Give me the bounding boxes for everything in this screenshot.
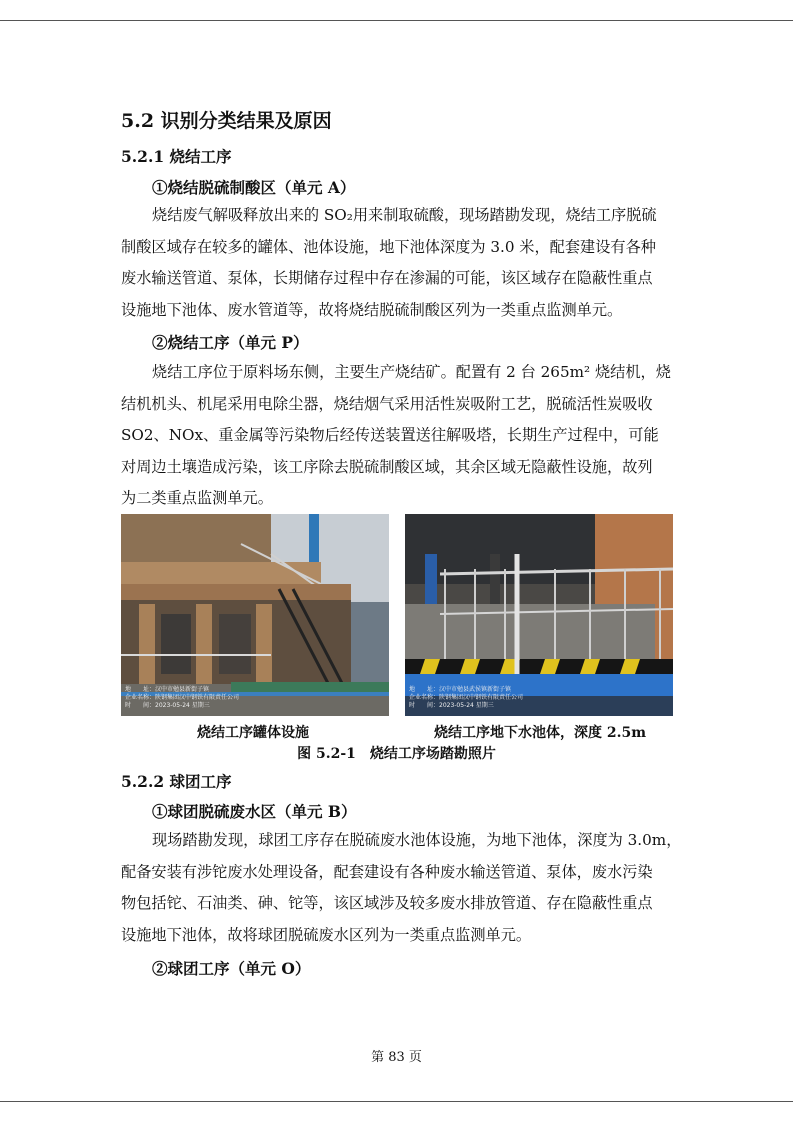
paragraph-line: SO2、NOx、重金属等污染物后经传送装置送往解吸塔，长期生产过程中，可能 (121, 426, 659, 444)
paragraph-line: 对周边土壤造成污染，该工序除去脱硫制酸区域，其余区域无隐蔽性设施，故列 (121, 457, 653, 476)
paragraph-line: 制酸区域存在较多的罐体、池体设施，地下池体深度为 3.0 米，配套建设有各种 (121, 237, 656, 256)
photo-underground-pool (405, 514, 673, 716)
photo-watermark: 地 址：汉中市勉县新街子镇 企业名称：陕钢集团汉中钢铁有限责任公司 时 间：2023-05-24 星期三 (125, 686, 240, 709)
page-number: 第 83 页 (371, 1050, 422, 1065)
unit-b-heading: ①球团脱硫废水区（单元 B） (152, 802, 357, 821)
paragraph-line: 废水输送管道、泵体，长期储存过程中存在渗漏的可能，该区域存在隐蔽性重点 (121, 269, 653, 287)
paragraph-line: 物包括铊、石油类、砷、铊等，该区域涉及较多废水排放管道、存在隐蔽性重点 (121, 894, 653, 912)
subsection-title-pellet: 5.2.2 球团工序 (121, 772, 232, 791)
left-photo-caption: 烧结工序罐体设施 (197, 725, 309, 741)
paragraph-line: 设施地下池体，故将球团脱硫废水区列为一类重点监测单元。 (121, 925, 532, 944)
footer-rule (0, 1101, 793, 1102)
unit-p-paragraph (121, 357, 674, 515)
photo-watermark: 地 址：汉中市勉县武侯镇新街子镇 企业名称：陕钢集团汉中钢铁有限责任公司 时 间：2023-05-24 星期三 (409, 686, 524, 709)
right-photo-caption: 烧结工序地下水池体，深度 2.5m (434, 725, 647, 741)
paragraph-line: 烧结废气解吸释放出来的 SO₂用来制取硫酸，现场踏勘发现，烧结工序脱硫 (152, 206, 657, 224)
paragraph-line: 设施地下池体、废水管道等，故将烧结脱硫制酸区列为一类重点监测单元。 (121, 300, 623, 319)
paragraph-line: 为二类重点监测单元。 (121, 489, 273, 507)
photo-sintering-tank (121, 514, 389, 716)
paragraph-line: 配备安装有涉铊废水处理设备，配套建设有各种废水输送管道、泵体，废水污染 (121, 862, 653, 881)
unit-p-heading: ②烧结工序（单元 P） (152, 333, 309, 352)
subsection-title-sintering: 5.2.1 烧结工序 (121, 147, 232, 166)
unit-a-heading: ①烧结脱硫制酸区（单元 A） (152, 178, 356, 197)
unit-o-heading: ②球团工序（单元 O） (152, 959, 311, 978)
section-title: 5.2 识别分类结果及原因 (121, 110, 332, 132)
unit-a-paragraph (121, 200, 674, 326)
paragraph-line: 现场踏勘发现，球团工序存在脱硫废水池体设施，为地下池体，深度为 3.0m， (152, 831, 682, 849)
unit-b-paragraph (121, 825, 682, 951)
header-rule (0, 20, 793, 21)
paragraph-line: 结机机头、机尾采用电除尘器，烧结烟气采用活性炭吸附工艺，脱硫活性炭吸收 (121, 394, 653, 413)
figure-caption: 图 5.2-1 烧结工序场踏勘照片 (297, 746, 496, 762)
paragraph-line: 烧结工序位于原料场东侧，主要生产烧结矿。配置有 2 台 265m² 烧结机，烧 (152, 363, 671, 381)
